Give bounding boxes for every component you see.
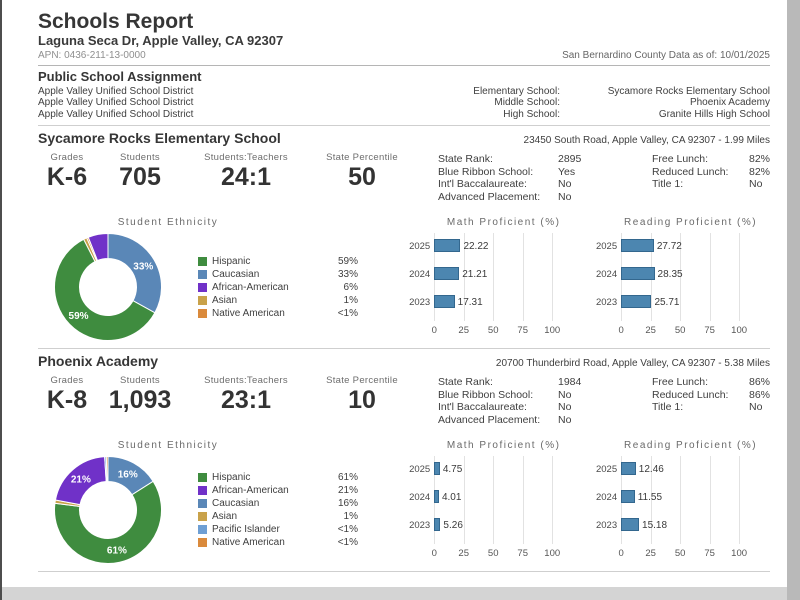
detail-label: Free Lunch: [651,153,709,166]
stat-value: K-8 [46,386,88,415]
reading-proficient-chart [591,217,770,339]
detail-value: No [558,178,572,191]
detail-value: 1984 [558,376,582,389]
legend-percent: 1% [343,294,358,306]
detail-label: State Rank: [438,153,493,166]
legend-percent: <1% [337,537,358,549]
bar [434,462,440,475]
bar-value-label: 11.55 [637,491,663,503]
school-charts-row [38,217,770,343]
stat-value: 705 [119,163,161,192]
legend-swatch [198,296,207,305]
stat-label: Students [120,152,160,164]
bar-value-label: 5.26 [443,519,463,531]
bar-chart [591,456,770,562]
ethnicity-legend [198,471,358,549]
details-column-left [438,153,581,203]
year-label: 2023 [409,297,431,309]
chart-title: Reading Proficient (%) [624,217,758,229]
chart-title: Reading Proficient (%) [624,440,758,452]
legend-percent: 16% [337,498,358,510]
school-section-phoenix-academy [38,353,770,566]
detail-row [652,178,770,191]
ethnicity-chart-body [38,454,380,566]
grid-line [493,233,494,321]
legend-swatch [198,270,207,279]
legend-item [198,307,358,320]
donut-label: 59% [68,311,89,323]
year-label: 2025 [409,241,431,253]
detail-label: Blue Ribbon School: [438,165,534,178]
chart-title: Student Ethnicity [117,217,219,229]
grid-line [523,233,524,321]
page-bottom-edge [2,587,787,600]
detail-value: 82% [748,153,770,166]
axis-tick: 50 [487,548,499,560]
legend-percent: 59% [337,255,358,267]
legend-swatch [198,309,207,318]
donut-label: 16% [117,469,138,481]
grid-line [739,233,740,321]
bar-value-label: 4.75 [442,463,463,475]
detail-value: No [748,401,763,414]
legend-percent: <1% [337,307,358,319]
detail-row [438,414,581,427]
legend-swatch [198,257,207,266]
bar-chart [591,233,770,339]
header-meta-row [38,50,770,61]
legend-label: Caucasian [212,498,260,510]
stat-value: 10 [348,386,376,415]
donut-label: 33% [133,261,154,273]
public-school-assignment-section [38,69,770,120]
report-header [38,0,770,61]
axis-tick: 0 [431,325,437,337]
axis-tick: 50 [674,325,686,337]
axis-tick: 25 [645,548,656,560]
grid-line [523,456,524,544]
assignment-row [38,97,770,108]
year-label: 2023 [409,520,431,532]
chart-title: Student Ethnicity [117,440,219,452]
ethnicity-donut [52,454,164,566]
details-column-right [652,376,770,426]
grid-line [739,456,740,544]
year-label: 2024 [595,269,618,281]
detail-label: Title 1: [651,401,684,414]
stat-value: 23:1 [220,386,272,415]
legend-swatch [198,499,207,508]
grid-line [552,233,553,321]
stat-students [102,375,178,414]
data-as-of-label: San Bernardino County Data as of: 10/01/2025 [562,50,770,61]
bar [621,267,654,280]
chart-title: Math Proficient (%) [446,217,561,229]
detail-label: Blue Ribbon School: [438,388,534,401]
grid-line [710,233,711,321]
ethnicity-chart [38,217,380,343]
assigned-school-name: Granite Hills High School [658,108,770,120]
axis-tick: 100 [731,548,748,560]
district-name: Apple Valley Unified School District [38,108,194,120]
bar [434,239,460,252]
bar-chart [404,456,583,562]
year-label: 2023 [595,520,618,532]
bar-value-label: 4.01 [441,491,462,503]
stat-label: State Percentile [326,375,398,387]
bar [434,267,459,280]
legend-item [198,281,358,294]
legend-label: Native American [212,307,285,319]
year-label: 2025 [409,464,431,476]
bar [621,518,639,531]
school-stats-row [38,375,770,426]
detail-label: State Rank: [438,376,493,389]
bar-chart [404,233,583,339]
grid-line [493,456,494,544]
legend-swatch [198,512,207,521]
stat-state-percentile [312,375,412,414]
bar-value-label: 27.72 [656,240,682,252]
stat-students-teachers [190,152,302,191]
bar-value-label: 21.21 [462,268,488,280]
ethnicity-donut [52,231,164,343]
school-section-sycamore-rocks [38,130,770,343]
stat-students-teachers [190,375,302,414]
detail-row [438,401,581,414]
detail-label: Advanced Placement: [438,190,541,203]
legend-percent: 61% [337,472,358,484]
bar-value-label: 15.18 [642,519,668,531]
axis-tick: 75 [704,548,715,560]
detail-row [438,166,581,179]
legend-label: Asian [212,294,238,306]
stat-label: Students:Teachers [204,375,288,387]
year-label: 2023 [595,297,618,309]
subject-address: Laguna Seca Dr, Apple Valley, CA 92307 [38,33,284,48]
bar [434,295,454,308]
assignment-heading: Public School Assignment [38,69,202,84]
legend-item [198,523,358,536]
district-name: Apple Valley Unified School District [38,97,194,109]
ethnicity-legend [198,255,358,320]
axis-tick: 25 [458,325,469,337]
legend-swatch [198,283,207,292]
legend-label: African-American [212,281,289,293]
detail-value: Yes [558,165,576,178]
legend-swatch [198,525,207,534]
detail-row [438,376,581,389]
detail-row [438,191,581,204]
details-column-right [652,153,770,203]
detail-value: No [558,401,572,414]
axis-tick: 50 [674,548,686,560]
axis-tick: 100 [731,325,748,337]
year-label: 2025 [595,464,618,476]
axis-tick: 25 [458,548,469,560]
page-title: Schools Report [38,10,194,33]
assignment-row [38,109,770,120]
detail-row [438,178,581,191]
axis-tick: 75 [704,325,715,337]
school-charts-row [38,440,770,566]
year-label: 2024 [409,269,431,281]
legend-item [198,268,358,281]
legend-label: Hispanic [212,472,251,484]
detail-label: Int'l Baccalaureate: [438,178,527,191]
page-right-edge [787,0,800,600]
donut-slice [108,234,162,313]
detail-value: No [748,178,763,191]
school-address: 23450 South Road, Apple Valley, CA 92307 - 1.99 Miles [523,135,770,147]
detail-label: Reduced Lunch: [651,388,729,401]
school-level-label: Elementary School: [473,86,560,97]
detail-value: 2895 [558,153,582,166]
legend-percent: <1% [337,524,358,536]
axis-tick: 50 [487,325,499,337]
legend-item [198,510,358,523]
school-details [438,152,770,203]
grid-line [552,456,553,544]
legend-swatch [198,473,207,482]
bar [434,518,440,531]
apn-label: APN: 0436-211-13-0000 [38,50,146,61]
ethnicity-chart-body [38,231,380,343]
legend-item [198,471,358,484]
stat-label: Students [120,375,160,387]
ethnicity-chart [38,440,380,566]
bar [434,490,439,503]
bar-value-label: 25.71 [654,296,680,308]
detail-label: Title 1: [651,178,684,191]
detail-row [652,376,770,389]
stat-grades [38,375,96,414]
axis-tick: 0 [618,325,624,337]
chart-title: Math Proficient (%) [446,440,561,452]
assigned-school-name: Phoenix Academy [689,97,770,109]
school-header [38,353,770,369]
detail-label: Int'l Baccalaureate: [438,401,527,414]
detail-value: 86% [748,388,770,401]
detail-label: Advanced Placement: [438,413,541,426]
assignment-row [38,86,770,97]
bar [621,462,636,475]
legend-percent: 1% [343,511,358,523]
legend-label: African-American [212,485,289,497]
math-proficient-chart [404,217,583,339]
detail-row [652,401,770,414]
detail-row [652,389,770,402]
grid-line [680,456,681,544]
detail-label: Reduced Lunch: [651,165,729,178]
detail-label: Free Lunch: [651,376,709,389]
legend-item [198,536,358,549]
legend-label: Pacific Islander [212,524,280,536]
school-details [438,375,770,426]
district-name: Apple Valley Unified School District [38,86,194,97]
stat-value: 24:1 [220,163,272,192]
school-name: Sycamore Rocks Elementary School [38,130,281,147]
legend-label: Native American [212,537,285,549]
detail-row [652,166,770,179]
legend-item [198,255,358,268]
stat-grades [38,152,96,191]
legend-label: Caucasian [212,268,260,280]
details-column-left [438,376,581,426]
legend-item [198,294,358,307]
page-left-edge [0,0,2,600]
stat-students [102,152,178,191]
axis-tick: 100 [544,548,561,560]
year-label: 2025 [595,241,618,253]
donut-slice [106,457,108,482]
legend-label: Hispanic [212,255,251,267]
divider [38,571,770,572]
stat-value: K-6 [46,163,88,192]
legend-swatch [198,538,207,547]
detail-row [438,389,581,402]
bar-value-label: 17.31 [457,296,483,308]
school-level-label: High School: [503,108,560,120]
stat-state-percentile [312,152,412,191]
grid-line [710,456,711,544]
detail-value: No [558,388,572,401]
stat-label: Students:Teachers [204,152,288,164]
school-name: Phoenix Academy [38,353,159,370]
legend-label: Asian [212,511,238,523]
assigned-school-name: Sycamore Rocks Elementary School [607,86,770,97]
axis-tick: 0 [431,548,437,560]
grid-line [464,456,465,544]
divider [38,65,770,66]
divider [38,125,770,126]
stat-label: Grades [50,375,84,387]
stat-value: 50 [348,163,376,192]
bar [621,239,654,252]
report-content [38,0,770,576]
legend-percent: 21% [337,485,358,497]
reading-proficient-chart [591,440,770,562]
year-label: 2024 [409,492,431,504]
detail-row [438,153,581,166]
stat-value: 1,093 [108,386,172,415]
school-level-label: Middle School: [494,97,560,109]
bar-value-label: 28.35 [657,268,683,280]
legend-swatch [198,486,207,495]
axis-tick: 75 [517,325,528,337]
legend-item [198,484,358,497]
legend-percent: 6% [343,281,358,293]
axis-tick: 75 [517,548,528,560]
math-proficient-chart [404,440,583,562]
detail-value: No [558,413,572,426]
divider [38,348,770,349]
detail-value: 82% [748,165,770,178]
year-label: 2024 [595,492,618,504]
stat-label: Grades [50,152,84,164]
donut-label: 21% [70,474,91,486]
bar [621,295,651,308]
axis-tick: 0 [618,548,624,560]
axis-tick: 25 [645,325,656,337]
stat-label: State Percentile [326,152,398,164]
school-address: 20700 Thunderbird Road, Apple Valley, CA 92307 - 5.38 Miles [495,358,770,370]
bar-value-label: 12.46 [638,463,664,475]
detail-value: 86% [748,376,770,389]
detail-value: No [558,190,572,203]
detail-row [652,153,770,166]
school-stats-row [38,152,770,203]
school-header [38,130,770,146]
donut-label: 61% [106,545,127,557]
legend-item [198,497,358,510]
legend-percent: 33% [337,268,358,280]
bar-value-label: 22.22 [463,240,489,252]
axis-tick: 100 [544,325,561,337]
bar [621,490,635,503]
